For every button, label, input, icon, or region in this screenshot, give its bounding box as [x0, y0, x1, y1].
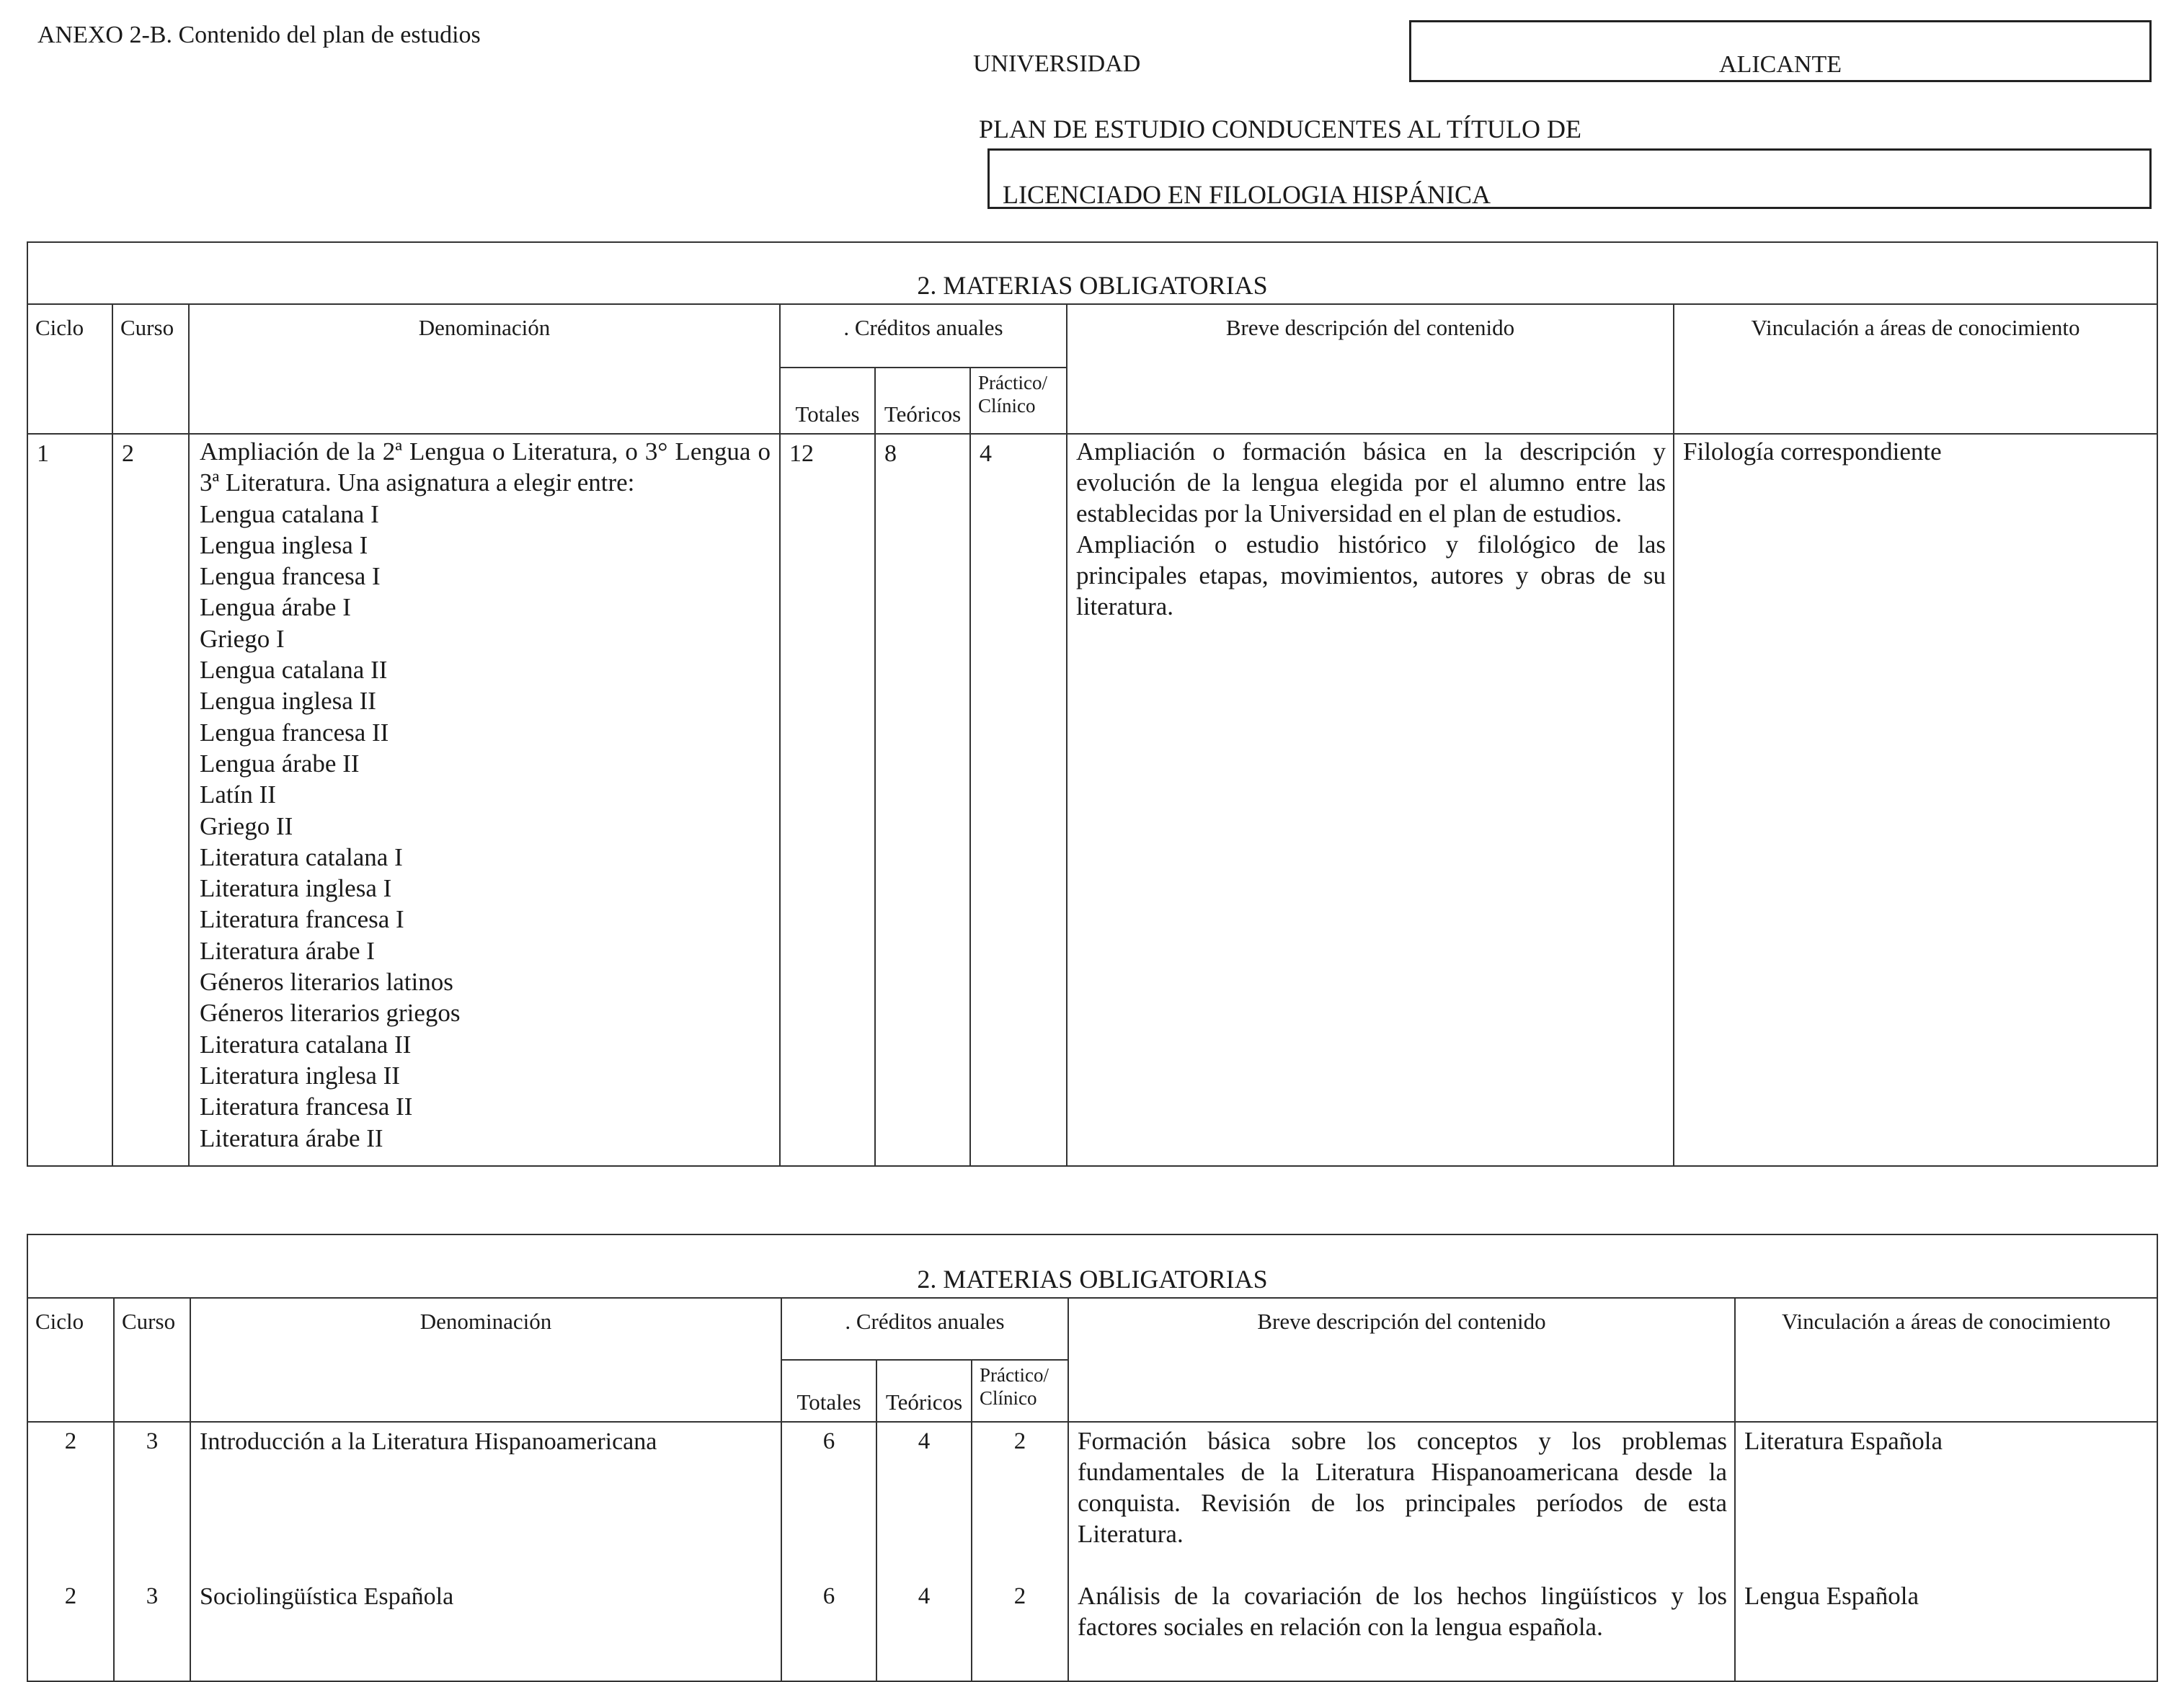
header-descripcion: Breve descripción del contenido — [1068, 1298, 1735, 1422]
row-practico: 4 — [970, 434, 1067, 1166]
header-teoricos: Teóricos — [876, 1360, 972, 1422]
header-vinculacion: Vinculación a áreas de conocimiento — [1674, 304, 2157, 434]
header-creditos: . Créditos anuales — [781, 1298, 1068, 1360]
option-item: Lengua árabe I — [200, 593, 351, 622]
table-row-denominacion: Sociolingüística Española — [200, 1583, 454, 1610]
table-row-curso: 3 — [146, 1583, 159, 1609]
row-teoricos: 8 — [875, 434, 970, 1166]
option-item: Géneros literarios griegos — [200, 999, 461, 1028]
header-creditos: . Créditos anuales — [780, 304, 1067, 368]
option-item: Griego II — [200, 811, 293, 840]
row-descripcion — [1067, 434, 1674, 1166]
header-practico: Práctico/ Clínico — [970, 368, 1067, 434]
header-vinculacion: Vinculación a áreas de conocimiento — [1735, 1298, 2157, 1422]
option-item: Lengua catalana II — [200, 656, 388, 685]
table-row-descripcion: Formación básica sobre los conceptos y los problemas fundamentales de la Literatura Hispanoamericana desde la conquista. Revisión de los principales períodos de esta Literatura. — [1078, 1427, 1727, 1548]
table-row-teoricos: 4 — [918, 1583, 931, 1609]
table-row-practico: 2 — [1013, 1428, 1026, 1454]
header-practico: Práctico/ Clínico — [972, 1360, 1068, 1422]
table-row-practico: 2 — [1013, 1583, 1026, 1609]
row-teoricos — [876, 1422, 972, 1681]
option-item: Lengua inglesa II — [200, 687, 376, 716]
header-curso: Curso — [114, 1298, 190, 1422]
table-row-vinculacion: Literatura Española — [1744, 1427, 1943, 1455]
university-value: ALICANTE — [1719, 51, 1842, 78]
option-item: Literatura catalana I — [200, 842, 403, 871]
option-item: Lengua inglesa I — [200, 530, 368, 559]
row-curso — [114, 1422, 190, 1681]
university-label: UNIVERSIDAD — [973, 50, 1141, 77]
option-item: Literatura inglesa I — [200, 874, 392, 903]
option-item: Literatura francesa II — [200, 1093, 413, 1121]
row-ciclo: 1 — [27, 434, 112, 1166]
descripcion-paragraph: Ampliación o formación básica en la descripción y evolución de la lengua elegida por el alumno entre las establecidas por la Universidad en el plan de estudios. — [1076, 437, 1666, 528]
option-item: Literatura árabe I — [200, 936, 375, 965]
row-denominacion — [190, 1422, 781, 1681]
header-descripcion: Breve descripción del contenido — [1067, 304, 1674, 434]
row-totales — [781, 1422, 876, 1681]
plan-label: PLAN DE ESTUDIO CONDUCENTES AL TÍTULO DE — [979, 115, 1581, 143]
annex-title: ANEXO 2-B. Contenido del plan de estudios — [37, 22, 481, 48]
table-row-vinculacion: Lengua Española — [1744, 1582, 1919, 1610]
row-practico — [972, 1422, 1068, 1681]
header-totales: Totales — [780, 368, 875, 434]
table-materias-1 — [27, 241, 2158, 1167]
table-row-curso: 3 — [146, 1428, 159, 1454]
row-denominacion — [189, 434, 780, 1166]
table-row-totales: 6 — [822, 1583, 835, 1609]
option-item: Lengua francesa II — [200, 718, 389, 747]
degree-box — [987, 148, 2152, 209]
header-curso: Curso — [112, 304, 189, 434]
header-ciclo: Ciclo — [27, 1298, 114, 1422]
option-item: Géneros literarios latinos — [200, 968, 453, 997]
option-item: Latín II — [200, 780, 276, 809]
header-totales: Totales — [781, 1360, 876, 1422]
option-item: Griego I — [200, 624, 285, 653]
row-ciclo — [27, 1422, 114, 1681]
header-denominacion: Denominación — [190, 1298, 781, 1422]
header-denominacion: Denominación — [189, 304, 780, 434]
degree-value: LICENCIADO EN FILOLOGIA HISPÁNICA — [1003, 180, 1491, 209]
denominacion-intro: Ampliación de la 2ª Lengua o Literatura, o 3° Lengua o 3ª Literatura. Una asignatura a elegir entre: — [200, 437, 771, 497]
option-item: Literatura inglesa II — [200, 1061, 400, 1090]
table-row-ciclo: 2 — [64, 1583, 77, 1609]
section-title: 2. MATERIAS OBLIGATORIAS — [27, 242, 2157, 304]
header-teoricos: Teóricos — [875, 368, 970, 434]
row-curso: 2 — [112, 434, 189, 1166]
option-item: Literatura catalana II — [200, 1030, 412, 1059]
table-row-totales: 6 — [822, 1428, 835, 1454]
row-totales: 12 — [780, 434, 875, 1166]
row-vinculacion: Filología correspondiente — [1674, 434, 2157, 1166]
university-box — [1409, 20, 2152, 82]
option-item: Lengua catalana I — [200, 499, 379, 528]
option-item: Literatura árabe II — [200, 1123, 383, 1152]
option-item: Lengua francesa I — [200, 562, 381, 591]
option-item: Lengua árabe II — [200, 749, 360, 778]
table-row-denominacion: Introducción a la Literatura Hispanoamericana — [200, 1428, 657, 1455]
table-row-descripcion: Análisis de la covariación de los hechos lingüísticos y los factores sociales en relación con la lengua española. — [1078, 1582, 1727, 1641]
row-descripcion — [1068, 1422, 1735, 1681]
row-vinculacion — [1735, 1422, 2157, 1681]
table-row-teoricos: 4 — [918, 1428, 931, 1454]
descripcion-paragraph: Ampliación o estudio histórico y filológico de las principales etapas, movimientos, autores y obras de su literatura. — [1076, 530, 1666, 620]
header-ciclo: Ciclo — [27, 304, 112, 434]
table-row-ciclo: 2 — [64, 1428, 77, 1454]
table-materias-2 — [27, 1234, 2158, 1682]
option-item: Literatura francesa I — [200, 905, 404, 934]
section-title: 2. MATERIAS OBLIGATORIAS — [27, 1234, 2157, 1298]
